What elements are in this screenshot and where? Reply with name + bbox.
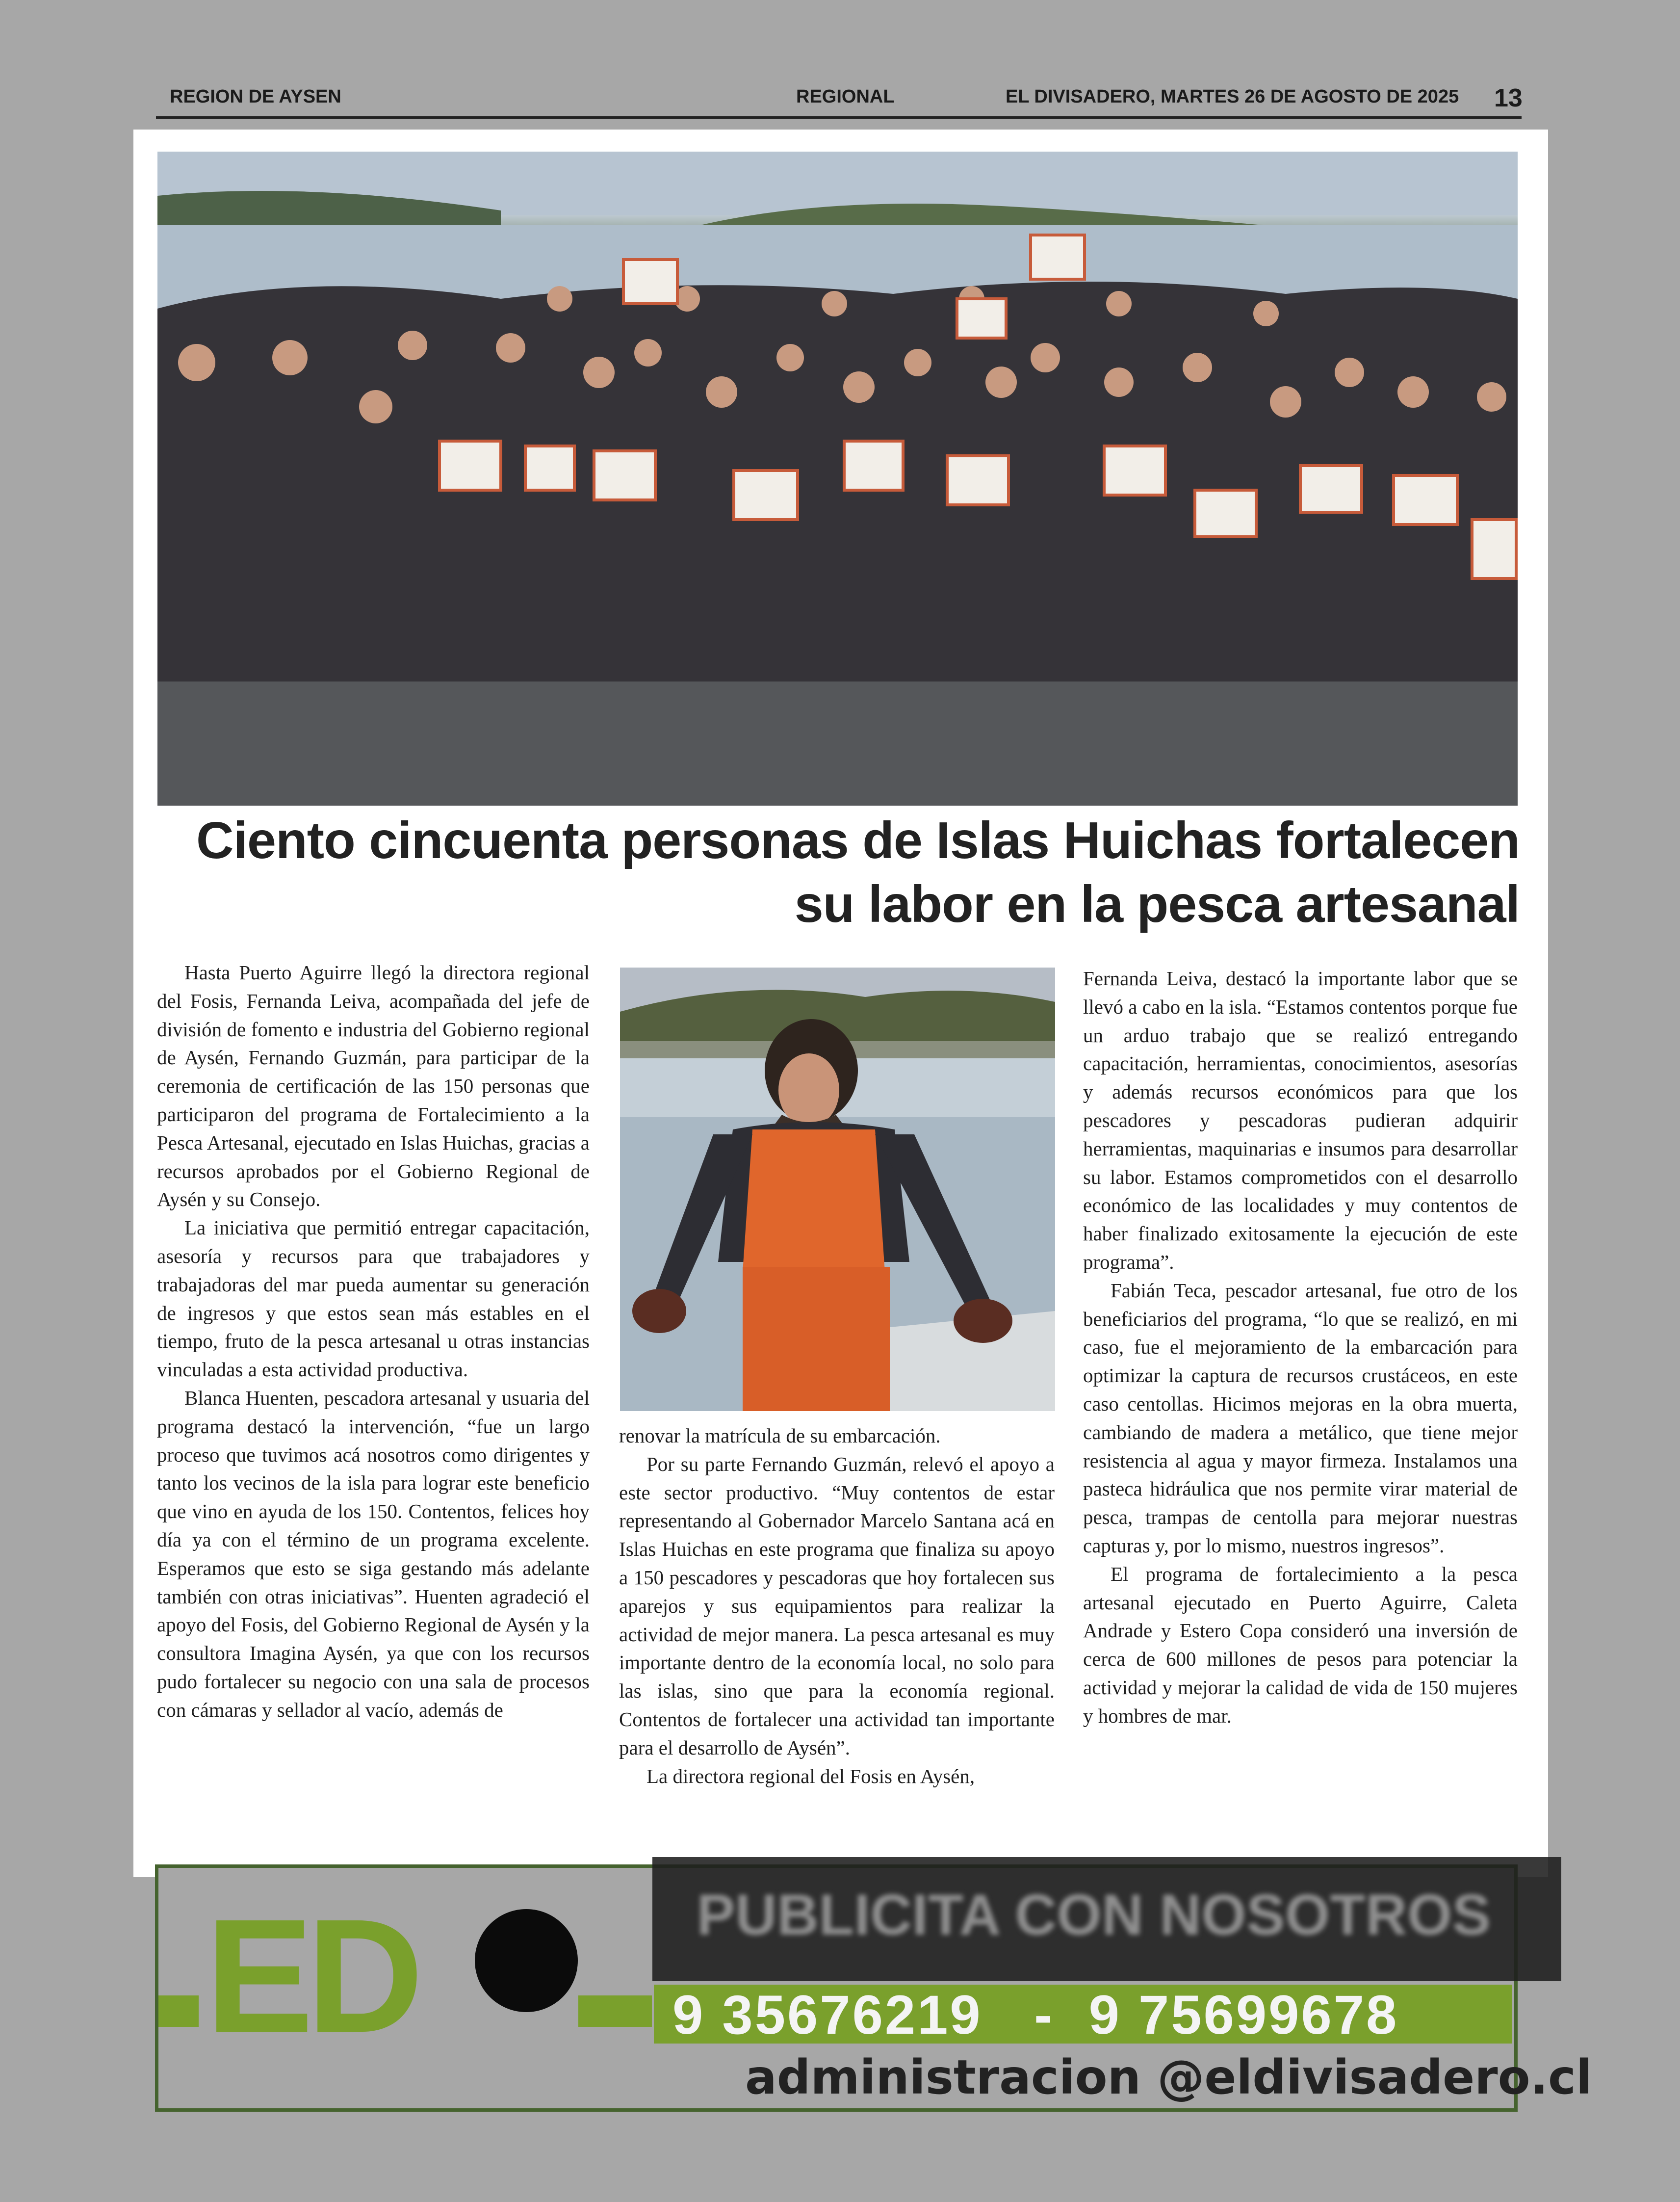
headline-line-1: Ciento cincuenta personas de Islas Huichas fortalecen <box>196 812 1520 869</box>
paragraph: Fernanda Leiva, destacó la importante labor que se llevó a cabo en la isla. “Estamos contentos porque fue un arduo trabajo que se realizó entregando capacitación, herramientas, conocimientos, asesorías y además recursos económicos para que los pescadores y pescadoras pudieran adquirir herramientas, maquinarias e insumos para desarrollar su labor. Estamos comprometidos con el desarrollo económico de las localidades y muy contentos de haber finalizado exitosamente la ejecución de este programa”. <box>1083 967 1518 1273</box>
header-region: REGION DE AYSEN <box>170 86 341 107</box>
header-section: REGIONAL <box>796 86 895 107</box>
header-page-number: 13 <box>1494 84 1523 112</box>
article-column-3 <box>1083 965 1518 1730</box>
paragraph: Hasta Puerto Aguirre llegó la directora regional del Fosis, Fernanda Leiva, acompañada del jefe de división de fomento e industria del Gobierno regional de Aysén, Fernando Guzmán, para participar de la ceremonia de certificación de las 150 personas que participaron del programa de Fortalecimiento a la Pesca Artesanal, ejecutado en Islas Huichas, gracias a recursos aprobados por el Gobierno Regional de Aysén y su Consejo. <box>157 961 590 1211</box>
ad-stripe <box>158 1995 199 2027</box>
paragraph: Por su parte Fernando Guzmán, relevó el apoyo a este sector productivo. “Muy contentos de estar representando al Gobernador Marcelo Santana acá en Islas Huichas en este programa que finaliza su apoyo a 150 pescadores y pescadoras que hoy fortalecen sus aparejos y sus equipamientos para realizar la actividad de mejor manera. La pesca artesanal es muy importante dentro de la economía local, no solo para las islas, sino que para la economía regional. Contentos de fortalecer una actividad tan importante para el desarrollo de Aysén”. <box>619 1452 1055 1759</box>
paragraph: renovar la matrícula de su embarcación. <box>619 1424 941 1447</box>
main-group-photo <box>157 152 1518 806</box>
paragraph: Blanca Huenten, pescadora artesanal y usuaria del programa destacó la intervención, “fue un largo proceso que tuvimos acá nosotros como dirigentes y tanto los vecinos de la isla para lograr este beneficio que vino en ayuda de los 150. Contentos, felices hoy día ya con el término de un programa excelente. Esperamos que esto se siga gestando más adelante también con otras iniciativas”. Huenten agradeció el apoyo del Fosis, del Gobierno Regional de Aysén y la consultora Imagina Aysén, ya que con los recursos pudo fortalecer su negocio con una sala de procesos con cámaras y sellador al vacío, además de <box>157 1386 590 1721</box>
headline-line-2: su labor en la pesca artesanal <box>794 875 1520 933</box>
paragraph: La iniciativa que permitió entregar capacitación, asesoría y recursos para que trabajadores y trabajadoras del mar pueda aumentar su generación de ingresos y que estos sean más estables en el tiempo, fruto de la pesca artesanal u otras instancias vinculadas a esta actividad productiva. <box>157 1216 590 1381</box>
paragraph: La directora regional del Fosis en Aysén, <box>646 1764 975 1787</box>
header-date: EL DIVISADERO, MARTES 26 DE AGOSTO DE 2025 <box>1006 86 1459 107</box>
paragraph: Fabián Teca, pescador artesanal, fue otro de los beneficiarios del programa, “lo que se realizó, en mi caso, fue el mejoramiento de la embarcación para optimizar la captura de recursos crustáceos, en este caso centollas. Hicimos mejoras en la obra muerta, cambiando de madera a metálico, que tiene mejor resistencia al agua y mayor firmeza. Instalamos una pasteca hidráulica que nos permite virar material de pesca, trampas de centolla para mejorar nuestras capturas y, por lo mismo, nuestros ingresos”. <box>1083 1279 1518 1557</box>
ed-logo: ED <box>206 1885 417 2066</box>
logo-dot <box>475 1909 578 2012</box>
article-headline <box>173 809 1520 936</box>
paragraph: El programa de fortalecimiento a la pesca artesanal ejecutado en Puerto Aguirre, Caleta Andrade y Estero Copa consideró una inversión de cerca de 600 millones de pesos para potenciar la actividad y mejorar la calidad de vida de 150 mujeres y hombres de mar. <box>1083 1562 1518 1727</box>
article-column-2 <box>619 1422 1055 1790</box>
ad-email[interactable]: administracion @eldivisadero.cl <box>745 2050 1592 2105</box>
ad-phone-numbers[interactable]: 9 35676219 - 9 75699678 <box>672 1984 1399 2045</box>
ad-stripe <box>578 1995 652 2027</box>
article-column-1 <box>157 959 590 1725</box>
ad-overlay-text: PUBLICITA CON NOSOTROS <box>697 1883 1491 1947</box>
fisherman-photo <box>620 968 1055 1411</box>
newspaper-page <box>133 130 1548 1877</box>
page-header <box>156 82 1522 119</box>
